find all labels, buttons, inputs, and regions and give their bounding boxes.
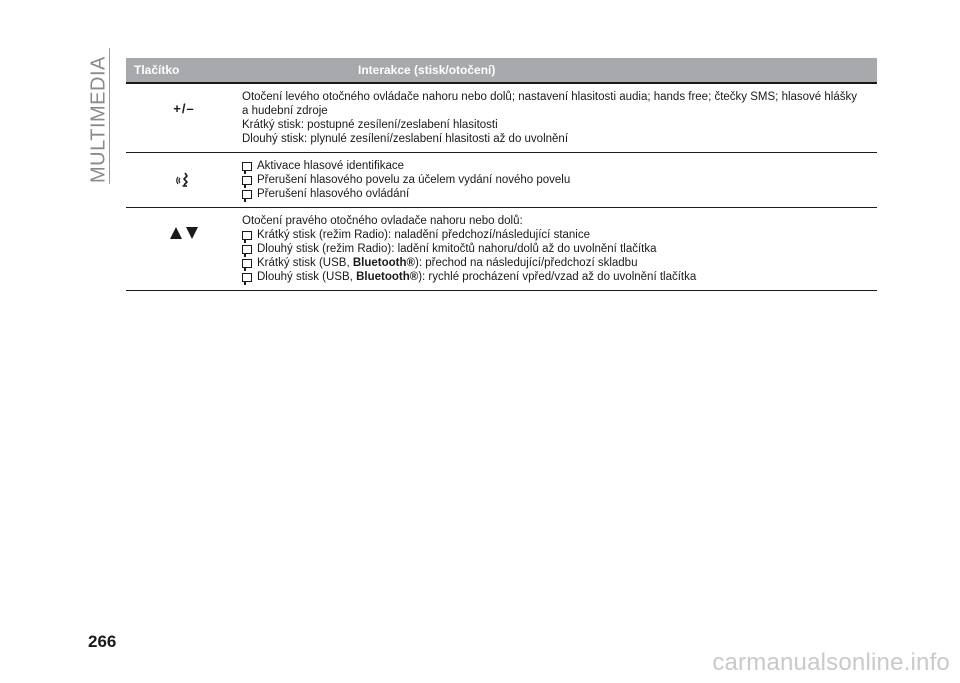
section-title: MULTIMEDIA	[87, 56, 110, 183]
table-header-row	[126, 58, 877, 83]
list-item-text: Krátký stisk (USB,	[257, 257, 353, 269]
key-cell	[126, 153, 242, 208]
list-item-text: Aktivace hlasové identifikace	[257, 160, 405, 172]
list-item-text: Přerušení hlasového ovládání	[257, 188, 410, 200]
key-cell	[126, 208, 242, 291]
bullet-icon	[242, 162, 252, 171]
page-number: 266	[88, 632, 117, 651]
list-item	[242, 187, 877, 201]
key-cell	[126, 83, 242, 153]
header-button: Tlačítko	[126, 58, 242, 83]
list-item-text: ): rychlé procházení vpřed/vzad až do uvolnění tlačítka	[418, 271, 697, 283]
bullet-icon	[242, 245, 252, 254]
table-row	[126, 83, 877, 153]
list-item	[242, 159, 877, 173]
list-item	[242, 228, 877, 242]
list-item-text: Přerušení hlasového povelu za účelem vydání nového povelu	[257, 174, 571, 186]
list-item-text: Krátký stisk (režim Radio): naladění předchozí/následující stanice	[257, 229, 591, 241]
desc-cell	[242, 208, 877, 291]
desc-cell	[242, 83, 877, 153]
watermark: carmanualsonline.info	[712, 649, 950, 676]
bullet-icon	[242, 259, 252, 268]
list-item-text: ): přechod na následující/předchozí skladbu	[415, 257, 638, 269]
list-item-text: Dlouhý stisk (USB,	[257, 271, 357, 283]
volume-key-label: +/–	[173, 101, 195, 116]
desc-line: Otočení levého otočného ovládače nahoru nebo dolů; nastavení hlasitosti audia; hands free; čtečky SMS; hlasové hlášky	[242, 91, 857, 103]
list-item-text: Dlouhý stisk (režim Radio): ladění kmitočtů nahoru/dolů až do uvolnění tlačítka	[257, 243, 657, 255]
list-item	[242, 256, 877, 270]
up-down-arrows-icon	[169, 226, 199, 244]
header-interaction: Interakce (stisk/otočení)	[242, 58, 877, 83]
desc-cell	[242, 153, 877, 208]
desc-line: a hudební zdroje	[242, 105, 328, 117]
desc-line: Krátký stisk: postupné zesílení/zeslabení hlasitosti	[242, 119, 498, 131]
table-row	[126, 153, 877, 208]
voice-command-icon	[175, 171, 193, 193]
bullet-icon	[242, 231, 252, 240]
table-row	[126, 208, 877, 291]
desc-line: Otočení pravého otočného ovladače nahoru nebo dolů:	[242, 215, 523, 227]
list-item	[242, 242, 877, 256]
list-item	[242, 270, 877, 284]
brand-name: Bluetooth®	[352, 257, 415, 269]
bullet-icon	[242, 176, 252, 185]
bullet-icon	[242, 273, 252, 282]
controls-table	[126, 58, 877, 291]
bullet-icon	[242, 190, 252, 199]
brand-name: Bluetooth®	[356, 271, 419, 283]
desc-line: Dlouhý stisk: plynulé zesílení/zeslabení hlasitosti až do uvolnění	[242, 133, 569, 145]
list-item	[242, 173, 877, 187]
